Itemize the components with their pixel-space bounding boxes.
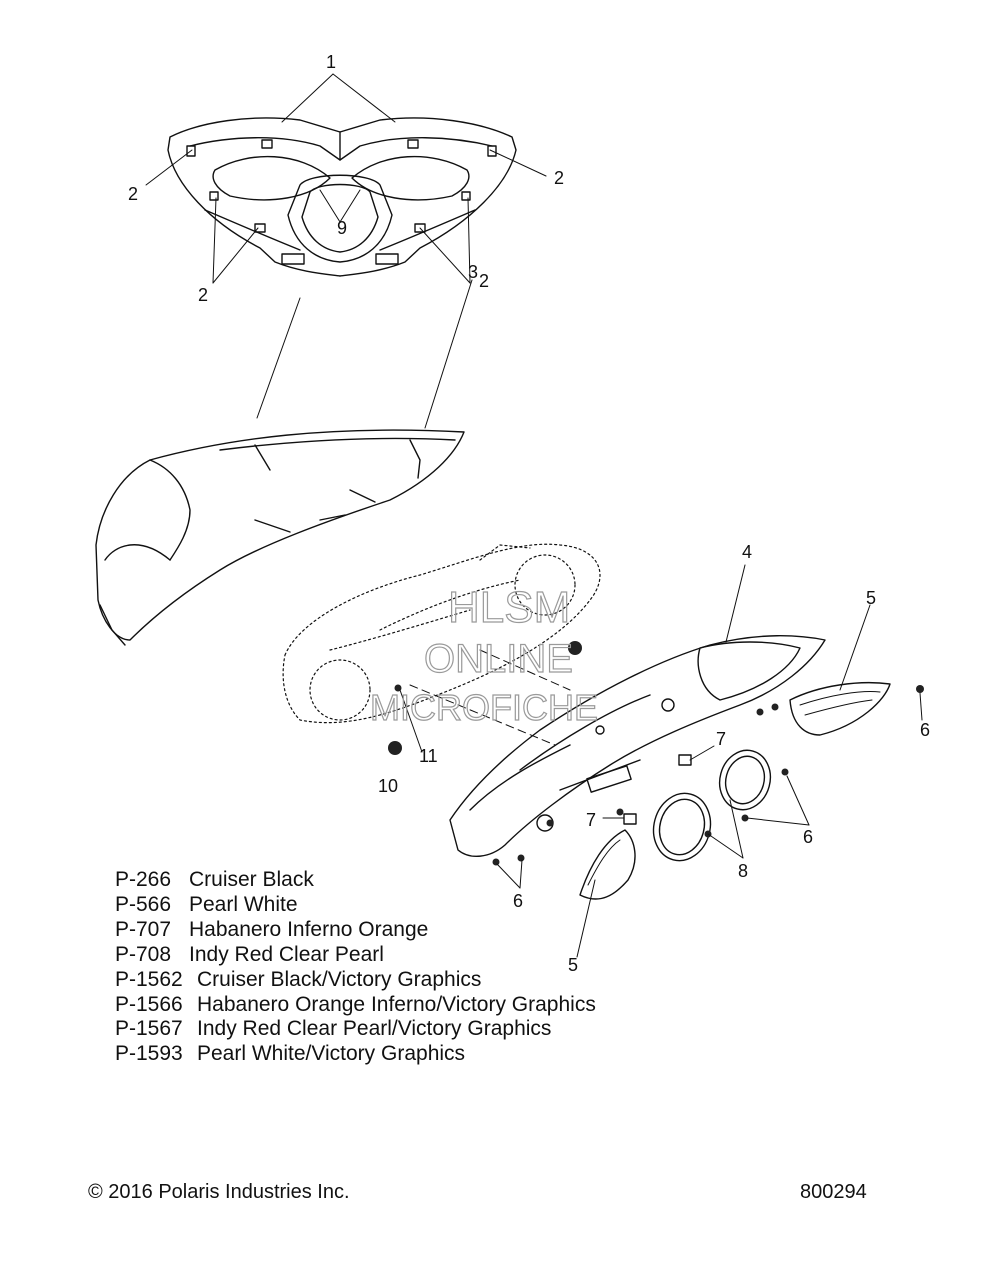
paint-name: Pearl White xyxy=(189,892,298,916)
legend-row xyxy=(115,893,596,918)
callout-2-lower-left: 2 xyxy=(198,285,209,305)
callout-2-right: 2 xyxy=(554,168,565,188)
legend-row xyxy=(115,918,596,943)
gauge-ring-front xyxy=(646,787,718,867)
callout-7-upper: 7 xyxy=(716,729,727,749)
callout-6-right: 6 xyxy=(920,720,931,740)
paint-name: Indy Red Clear Pearl xyxy=(189,942,384,966)
paint-name: Cruiser Black xyxy=(189,868,314,891)
callout-6-middle: 6 xyxy=(803,827,814,847)
paint-code: P-266 xyxy=(115,868,172,891)
legend-row xyxy=(115,943,596,968)
paint-code: P-566 xyxy=(115,892,172,916)
callout-2-lower-right: 2 xyxy=(479,271,490,291)
svg-text:MICROFICHE: MICROFICHE xyxy=(370,687,598,728)
callout-8: 8 xyxy=(738,861,749,881)
callout-5-upper: 5 xyxy=(866,588,877,608)
callout-6-lower: 6 xyxy=(513,891,524,911)
paint-name: Indy Red Clear Pearl/Victory Graphics xyxy=(197,1017,552,1041)
callout-2-left: 2 xyxy=(128,184,139,204)
callout-3: 3 xyxy=(468,262,479,282)
callout-4: 4 xyxy=(742,542,753,562)
svg-text:HLSM: HLSM xyxy=(448,583,571,632)
paint-name: Habanero Inferno Orange xyxy=(189,917,429,941)
paint-code-legend xyxy=(115,868,596,1067)
paint-code: P-1566 xyxy=(115,992,183,1016)
callout-7-lower: 7 xyxy=(586,810,597,830)
legend-row xyxy=(115,868,596,893)
callout-9: 9 xyxy=(337,218,348,238)
callout-11: 11 xyxy=(419,746,438,766)
fairing-side-view xyxy=(96,430,464,645)
paint-code: P-708 xyxy=(115,942,172,966)
callout-10: 10 xyxy=(378,776,399,796)
paint-code: P-1593 xyxy=(115,1042,183,1066)
legend-row xyxy=(115,1042,596,1067)
legend-row xyxy=(115,968,596,993)
svg-text:ONLINE: ONLINE xyxy=(424,637,573,681)
paint-code: P-1567 xyxy=(115,1017,183,1041)
callout-1: 1 xyxy=(326,52,337,72)
fairing-front-view xyxy=(168,118,516,276)
callout-numbers xyxy=(128,52,930,975)
paint-code: P-707 xyxy=(115,917,172,941)
lens-upper xyxy=(790,683,890,735)
drawing-number: 800294 xyxy=(800,1181,867,1203)
gauge-ring-rear xyxy=(713,745,777,816)
paint-name: Cruiser Black/Victory Graphics xyxy=(197,967,482,991)
legend-row xyxy=(115,1017,596,1042)
paint-code: P-1562 xyxy=(115,967,183,991)
callout-5-lower: 5 xyxy=(568,955,579,975)
paint-name: Pearl White/Victory Graphics xyxy=(197,1042,466,1066)
paint-name: Habanero Orange Inferno/Victory Graphics xyxy=(197,992,596,1016)
watermark xyxy=(370,583,598,728)
legend-row xyxy=(115,993,596,1018)
copyright-notice: © 2016 Polaris Industries Inc. xyxy=(88,1181,350,1203)
